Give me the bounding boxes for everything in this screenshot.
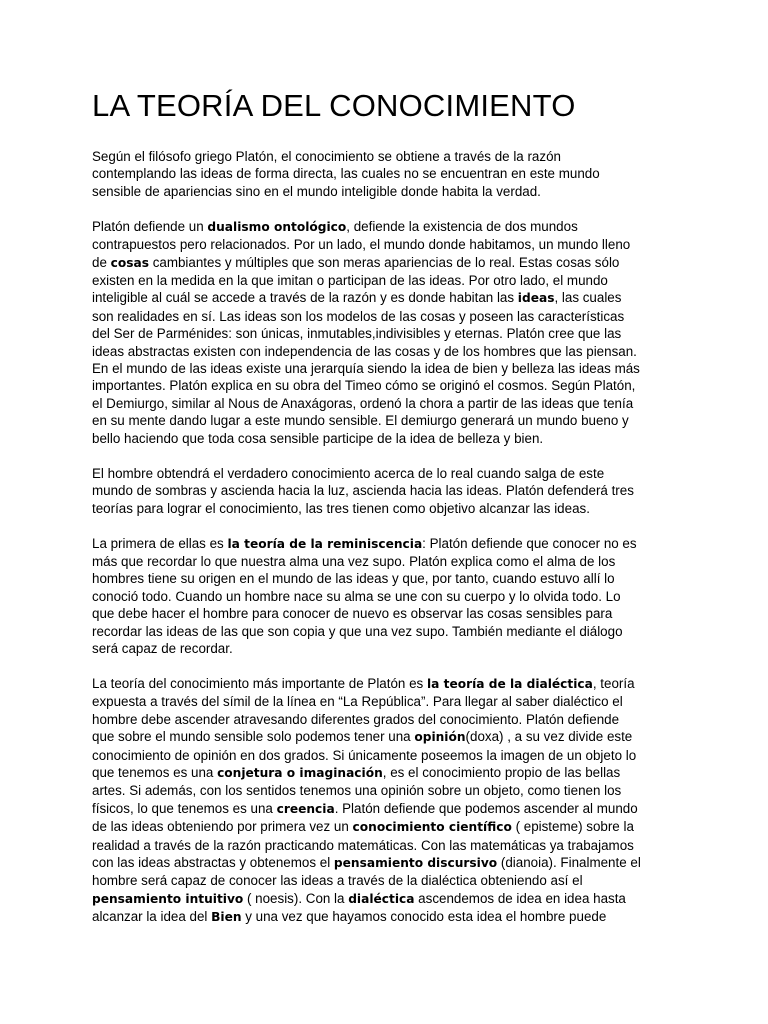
text-run: Platón defiende un [92, 218, 208, 234]
text-line [92, 165, 682, 182]
text-line [92, 588, 682, 605]
text-run: artes. Si además, con los sentidos tenemos una opinión sobre un objeto, como tienen los [92, 783, 622, 799]
text-run: , las cuales [554, 290, 622, 306]
text-run: de [92, 254, 111, 270]
text-run: realidad a través de la razón practicando matemáticas. Con las matemáticas ya trabajamos [92, 837, 634, 853]
text-line [92, 728, 682, 746]
text-run: más que recordar lo que nuestra alma una vez supo. Platón explica como el alma de los [92, 553, 616, 569]
text-run: . Platón defiende que podemos ascender al mundo [334, 800, 638, 816]
text-run: : Platón defiende que conocer no es [422, 535, 637, 551]
text-line [92, 854, 682, 872]
text-run: (dianoia). Finalmente el [497, 855, 641, 870]
text-run: ( episteme) sobre la [511, 819, 634, 835]
text-line [92, 535, 682, 553]
text-line [92, 272, 682, 289]
text-line [92, 623, 682, 640]
text-line [92, 218, 682, 236]
text-run: sensible de apariencias sino en el mundo inteligible donde habita la verdad. [92, 183, 541, 199]
text-line [92, 482, 682, 499]
text-line [92, 872, 682, 889]
text-run: En el mundo de las ideas existe una jerarquía siendo la idea de bien y belleza las ideas más [92, 361, 640, 377]
text-run: mundo de sombras y ascienda hacia la luz, ascienda hacia las ideas. Platón defenderá tres [92, 483, 634, 499]
text-run: en su mente dando lugar a este mundo sensible. El demiurgo generará un mundo bueno y [92, 413, 629, 429]
text-line [92, 395, 682, 412]
text-line [92, 605, 682, 622]
text-run: contrapuestos pero relacionados. Por un lado, el mundo donde habitamos, un mundo lleno [92, 237, 631, 253]
bold-term: pensamiento discursivo [333, 856, 498, 870]
text-run: , es el conocimiento propio de las bellas [382, 764, 621, 780]
text-run: , teoría [592, 675, 635, 691]
text-line [92, 343, 682, 360]
text-run: del Ser de Parménides: son únicas, inmutables,indivisibles y eternas. Platón cree que las [92, 326, 622, 342]
text-run: conoció todo. Cuando un hombre nace su alma se une con su cuerpo y lo olvida todo. Lo [92, 588, 621, 604]
text-line [92, 800, 682, 818]
text-line [92, 570, 682, 587]
paragraph [92, 535, 682, 658]
text-line [92, 764, 682, 782]
text-line [92, 412, 682, 429]
text-line [92, 675, 682, 693]
text-run: inteligible al cuál se accede a través de la razón y es donde habitan las [92, 290, 518, 306]
text-run: Según el filósofo griego Platón, el conocimiento se obtiene a través de la razón [92, 149, 561, 164]
document-body [92, 148, 682, 944]
text-run: hombre será capaz de conocer las ideas a través de la dialéctica obteniendo así el [92, 873, 583, 889]
text-line [92, 236, 682, 253]
bold-term: conjetura o imaginación [217, 765, 383, 780]
text-run: hombre debe ascender atravesando diferentes grados del conocimiento. Platón defiende [92, 711, 620, 727]
text-run: que tenemos es una [92, 764, 218, 780]
text-run: hombres tiene su origen en el mundo de las ideas y que, por tanto, cuando estuvo allí lo [92, 571, 615, 587]
text-run: bello haciendo que toda cosa sensible participe de la idea de belleza y bien. [92, 430, 544, 446]
text-line [92, 465, 682, 482]
text-run: de las ideas obteniendo por primera vez un [92, 819, 353, 835]
paragraph [92, 148, 682, 200]
text-run: alcanzar la idea del [92, 909, 212, 925]
text-run: que sobre el mundo sensible solo podemos tener una [92, 729, 415, 745]
text-line [92, 289, 682, 307]
text-line [92, 640, 682, 657]
text-run: expuesta a través del símil de la línea en “La República”. Para llegar al saber dialéctico el [92, 694, 623, 710]
text-run: cambiantes y múltiples que son meras apariencias de lo real. Estas cosas sólo [148, 254, 620, 270]
bold-term: conocimiento científico [352, 820, 512, 835]
text-line [92, 254, 682, 272]
text-run: el Demiurgo, similar al Nous de Anaxágoras, ordenó la chora a partir de las ideas que tenía [92, 395, 634, 411]
text-run: son realidades en sí. Las ideas son los modelos de las cosas y poseen las características [92, 308, 625, 324]
text-line [92, 308, 682, 325]
text-run: (doxa) , a su vez divide este [465, 729, 633, 745]
text-run: será capaz de recordar. [92, 640, 233, 656]
text-run: , defiende la existencia de dos mundos [346, 218, 578, 234]
text-line [92, 908, 682, 926]
text-line [92, 553, 682, 570]
text-run: físicos, lo que tenemos es una [92, 800, 277, 816]
bold-term: Bien [211, 910, 242, 925]
paragraph [92, 218, 682, 447]
text-line [92, 890, 682, 908]
text-line [92, 500, 682, 517]
text-run: conocimiento de opinión en dos grados. Si únicamente poseemos la imagen de un objeto lo [92, 747, 637, 763]
text-line [92, 430, 682, 447]
bold-term: pensamiento intuitivo [92, 891, 244, 906]
text-line [92, 837, 682, 854]
text-run: que debe hacer el hombre para conocer de nuevo es observar las cosas sensibles para [92, 606, 613, 622]
text-line [92, 818, 682, 836]
text-run: existen en la medida en la que imitan o participan de las ideas. Por otro lado, el mundo [92, 273, 608, 289]
text-line [92, 747, 682, 764]
text-run: recordar las ideas de las que son copia y que una vez supo. También mediante el diálogo [92, 623, 623, 639]
text-line [92, 377, 682, 394]
text-line [92, 711, 682, 728]
text-line [92, 148, 682, 165]
text-line [92, 693, 682, 710]
bold-term: ideas [517, 291, 555, 306]
paragraph [92, 465, 682, 517]
bold-term: dualismo ontológico [207, 219, 347, 234]
text-run: La primera de ellas es [92, 535, 228, 551]
text-run: y una vez que hayamos conocido esta idea el hombre puede [241, 909, 607, 925]
bold-term: creencia [276, 801, 335, 816]
bold-term: dialéctica [348, 891, 415, 906]
text-run: importantes. Platón explica en su obra del Timeo cómo se originó el cosmos. Según Platón, [92, 378, 636, 394]
text-line [92, 325, 682, 342]
text-run: La teoría del conocimiento más importante de Platón es [92, 675, 427, 691]
bold-term: la teoría de la dialéctica [426, 676, 593, 691]
text-run: ideas abstractas existen con independencia de las cosas y de los hombres que las piensan. [92, 343, 637, 359]
bold-term: la teoría de la reminiscencia [227, 536, 423, 551]
bold-term: cosas [110, 255, 149, 270]
text-line [92, 782, 682, 799]
text-run: ascendemos de idea en idea hasta [414, 890, 626, 906]
bold-term: opinión [414, 730, 466, 745]
text-run: contemplando las ideas de forma directa, las cuales no se encuentran en este mundo [92, 166, 600, 182]
text-run: ( noesis). Con la [243, 890, 349, 906]
text-run: con las ideas abstractas y obtenemos el [92, 855, 334, 870]
document-title: LA TEORÍA DEL CONOCIMIENTO [92, 88, 576, 123]
text-line [92, 183, 682, 200]
text-run: El hombre obtendrá el verdadero conocimiento acerca de lo real cuando salga de este [92, 465, 605, 481]
text-line [92, 360, 682, 377]
paragraph [92, 675, 682, 927]
text-run: teorías para lograr el conocimiento, las tres tienen como objetivo alcanzar las ideas. [92, 500, 590, 516]
